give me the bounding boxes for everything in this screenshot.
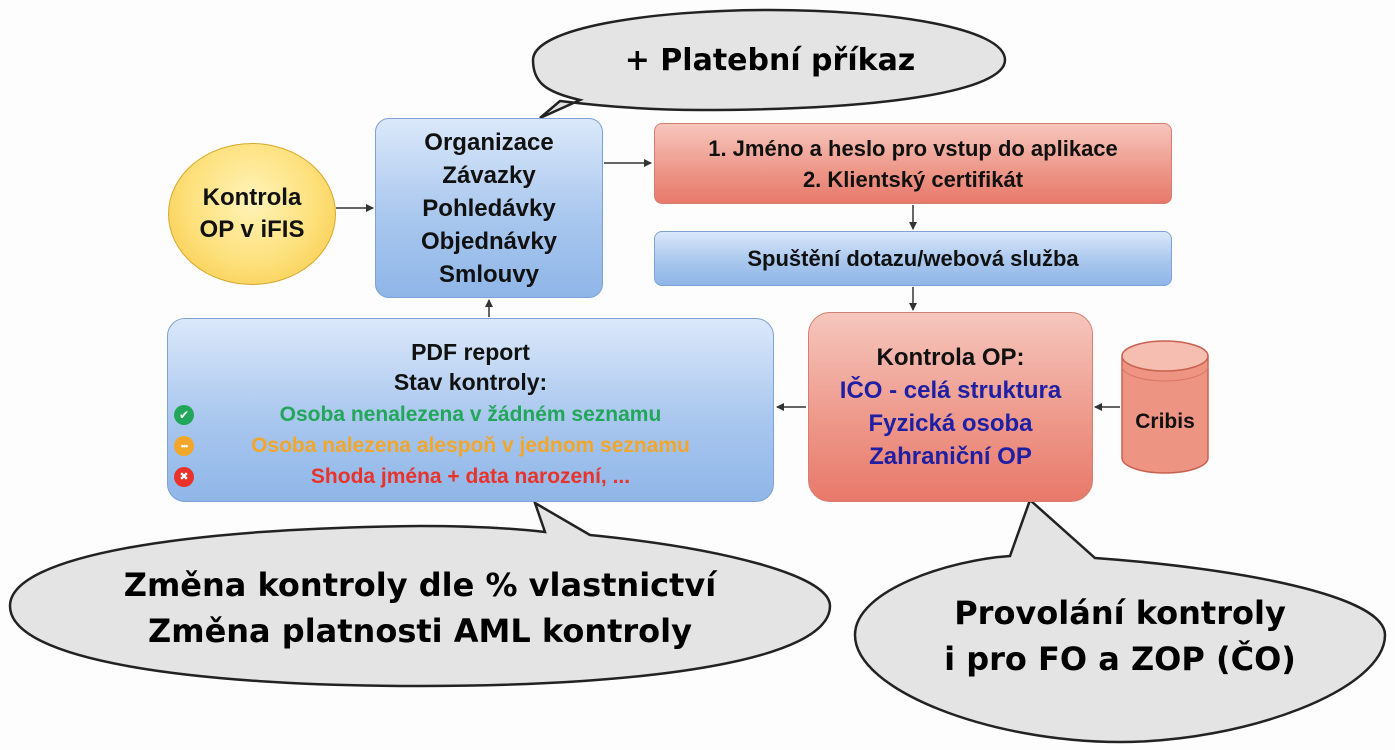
- credentials-box: [654, 123, 1172, 204]
- callout-bottom-right-line2: i pro FO a ZOP (ČO): [944, 640, 1296, 678]
- database-label: [1122, 405, 1208, 439]
- database-label-text: Cribis: [1135, 410, 1195, 433]
- check-title: Kontrola OP:: [876, 344, 1025, 371]
- callout-top-text: [560, 32, 980, 88]
- credentials-line2: 2. Klientský certifikát: [802, 166, 1024, 192]
- status-text: Osoba nenalezena v žádném seznamu: [279, 402, 662, 426]
- check-icon: ✔: [174, 405, 194, 425]
- entity-item: Organizace: [424, 128, 554, 156]
- check-item: IČO - celá struktura: [839, 377, 1062, 404]
- callout-bottom-left-line1: Změna kontroly dle % vlastnictví: [123, 566, 717, 604]
- start-circle-line1: Kontrola: [202, 184, 302, 211]
- status-text: Shoda jména + data narození, ...: [310, 464, 631, 488]
- start-circle: [168, 143, 336, 285]
- report-box: [167, 318, 774, 502]
- callout-bottom-left-text: [90, 560, 750, 656]
- query-label: Spuštění dotazu/webová služba: [747, 245, 1079, 271]
- status-row-found: [168, 430, 773, 461]
- entities-box: [375, 118, 603, 298]
- status-row-not-found: [168, 399, 773, 430]
- entity-item: Objednávky: [420, 227, 558, 255]
- credentials-line1: 1. Jméno a heslo pro vstup do aplikace: [708, 135, 1118, 161]
- callout-bottom-right-text: [900, 588, 1340, 684]
- start-circle-line2: OP v iFIS: [199, 216, 305, 243]
- callout-top-label: + Platební příkaz: [624, 42, 916, 78]
- status-text: Osoba nalezena alespoň v jednom seznamu: [251, 433, 690, 457]
- report-title: PDF report: [411, 339, 530, 365]
- entity-item: Závazky: [442, 161, 536, 189]
- cross-icon: ✖: [174, 467, 194, 487]
- query-box: [654, 231, 1172, 286]
- entity-item: Smlouvy: [438, 260, 540, 288]
- status-row-match: [168, 461, 773, 492]
- callout-bottom-left-line2: Změna platnosti AML kontroly: [148, 612, 692, 650]
- ellipsis-icon: •••: [174, 436, 194, 456]
- entity-item: Pohledávky: [422, 194, 556, 222]
- check-item: Fyzická osoba: [868, 410, 1033, 437]
- report-subtitle: Stav kontroly:: [393, 369, 548, 395]
- check-item: Zahraniční OP: [869, 443, 1032, 470]
- check-box: [808, 312, 1093, 502]
- callout-bottom-right-line1: Provolání kontroly: [954, 594, 1286, 632]
